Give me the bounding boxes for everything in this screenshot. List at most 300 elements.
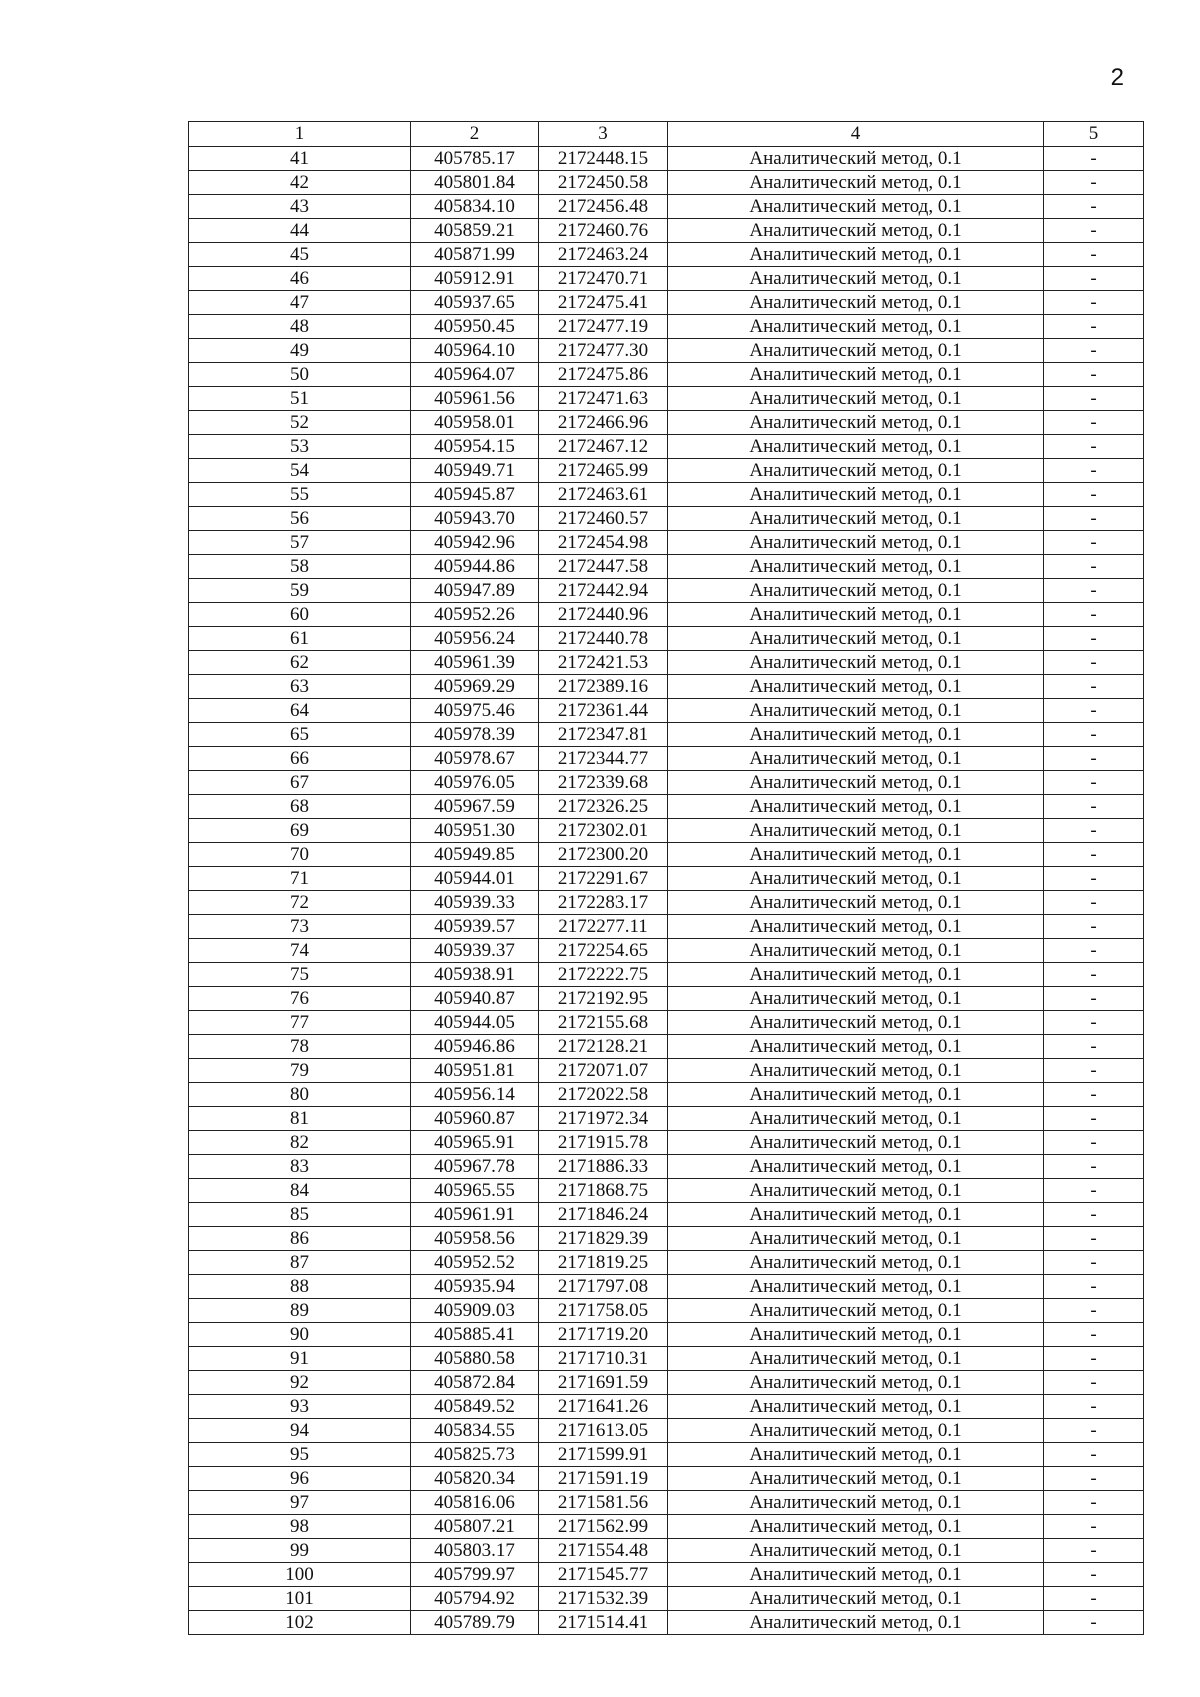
x-coordinate-cell: 405951.81 xyxy=(411,1059,539,1083)
x-coordinate-cell: 405964.07 xyxy=(411,363,539,387)
table-row xyxy=(189,723,1144,747)
table-row xyxy=(189,651,1144,675)
x-coordinate-cell: 405945.87 xyxy=(411,483,539,507)
x-coordinate-cell: 405978.39 xyxy=(411,723,539,747)
table-body xyxy=(189,147,1144,1635)
header-cell-1: 1 xyxy=(189,122,411,147)
method-cell: Аналитический метод, 0.1 xyxy=(668,795,1044,819)
point-number-cell: 60 xyxy=(189,603,411,627)
table-row xyxy=(189,147,1144,171)
note-cell: - xyxy=(1044,963,1144,987)
point-number-cell: 74 xyxy=(189,939,411,963)
method-cell: Аналитический метод, 0.1 xyxy=(668,267,1044,291)
coordinates-table xyxy=(188,121,1144,1635)
point-number-cell: 53 xyxy=(189,435,411,459)
table-row xyxy=(189,363,1144,387)
y-coordinate-cell: 2172450.58 xyxy=(539,171,668,195)
x-coordinate-cell: 405871.99 xyxy=(411,243,539,267)
y-coordinate-cell: 2172300.20 xyxy=(539,843,668,867)
x-coordinate-cell: 405816.06 xyxy=(411,1491,539,1515)
note-cell: - xyxy=(1044,1035,1144,1059)
method-cell: Аналитический метод, 0.1 xyxy=(668,315,1044,339)
point-number-cell: 70 xyxy=(189,843,411,867)
table-row xyxy=(189,1059,1144,1083)
y-coordinate-cell: 2172302.01 xyxy=(539,819,668,843)
note-cell: - xyxy=(1044,411,1144,435)
method-cell: Аналитический метод, 0.1 xyxy=(668,1611,1044,1635)
method-cell: Аналитический метод, 0.1 xyxy=(668,291,1044,315)
y-coordinate-cell: 2172448.15 xyxy=(539,147,668,171)
method-cell: Аналитический метод, 0.1 xyxy=(668,1443,1044,1467)
method-cell: Аналитический метод, 0.1 xyxy=(668,1035,1044,1059)
method-cell: Аналитический метод, 0.1 xyxy=(668,435,1044,459)
point-number-cell: 86 xyxy=(189,1227,411,1251)
note-cell: - xyxy=(1044,747,1144,771)
method-cell: Аналитический метод, 0.1 xyxy=(668,1539,1044,1563)
table-row xyxy=(189,1275,1144,1299)
header-row xyxy=(189,122,1144,147)
method-cell: Аналитический метод, 0.1 xyxy=(668,1083,1044,1107)
y-coordinate-cell: 2172291.67 xyxy=(539,867,668,891)
table-row xyxy=(189,627,1144,651)
method-cell: Аналитический метод, 0.1 xyxy=(668,1395,1044,1419)
table-row xyxy=(189,843,1144,867)
y-coordinate-cell: 2171545.77 xyxy=(539,1563,668,1587)
y-coordinate-cell: 2172456.48 xyxy=(539,195,668,219)
table-row xyxy=(189,243,1144,267)
table-row xyxy=(189,1371,1144,1395)
x-coordinate-cell: 405872.84 xyxy=(411,1371,539,1395)
note-cell: - xyxy=(1044,603,1144,627)
note-cell: - xyxy=(1044,1467,1144,1491)
x-coordinate-cell: 405964.10 xyxy=(411,339,539,363)
y-coordinate-cell: 2171846.24 xyxy=(539,1203,668,1227)
point-number-cell: 59 xyxy=(189,579,411,603)
table-row xyxy=(189,339,1144,363)
method-cell: Аналитический метод, 0.1 xyxy=(668,531,1044,555)
note-cell: - xyxy=(1044,363,1144,387)
y-coordinate-cell: 2172347.81 xyxy=(539,723,668,747)
x-coordinate-cell: 405969.29 xyxy=(411,675,539,699)
y-coordinate-cell: 2172277.11 xyxy=(539,915,668,939)
method-cell: Аналитический метод, 0.1 xyxy=(668,771,1044,795)
x-coordinate-cell: 405849.52 xyxy=(411,1395,539,1419)
method-cell: Аналитический метод, 0.1 xyxy=(668,1059,1044,1083)
note-cell: - xyxy=(1044,1515,1144,1539)
point-number-cell: 94 xyxy=(189,1419,411,1443)
method-cell: Аналитический метод, 0.1 xyxy=(668,171,1044,195)
method-cell: Аналитический метод, 0.1 xyxy=(668,819,1044,843)
table-row xyxy=(189,1011,1144,1035)
note-cell: - xyxy=(1044,339,1144,363)
x-coordinate-cell: 405946.86 xyxy=(411,1035,539,1059)
y-coordinate-cell: 2172475.86 xyxy=(539,363,668,387)
table-row xyxy=(189,531,1144,555)
method-cell: Аналитический метод, 0.1 xyxy=(668,1419,1044,1443)
x-coordinate-cell: 405803.17 xyxy=(411,1539,539,1563)
point-number-cell: 81 xyxy=(189,1107,411,1131)
method-cell: Аналитический метод, 0.1 xyxy=(668,243,1044,267)
method-cell: Аналитический метод, 0.1 xyxy=(668,459,1044,483)
x-coordinate-cell: 405885.41 xyxy=(411,1323,539,1347)
point-number-cell: 54 xyxy=(189,459,411,483)
x-coordinate-cell: 405975.46 xyxy=(411,699,539,723)
note-cell: - xyxy=(1044,483,1144,507)
x-coordinate-cell: 405935.94 xyxy=(411,1275,539,1299)
y-coordinate-cell: 2172477.30 xyxy=(539,339,668,363)
y-coordinate-cell: 2171591.19 xyxy=(539,1467,668,1491)
point-number-cell: 77 xyxy=(189,1011,411,1035)
point-number-cell: 98 xyxy=(189,1515,411,1539)
note-cell: - xyxy=(1044,819,1144,843)
x-coordinate-cell: 405807.21 xyxy=(411,1515,539,1539)
y-coordinate-cell: 2171797.08 xyxy=(539,1275,668,1299)
x-coordinate-cell: 405880.58 xyxy=(411,1347,539,1371)
note-cell: - xyxy=(1044,939,1144,963)
x-coordinate-cell: 405944.86 xyxy=(411,555,539,579)
note-cell: - xyxy=(1044,1443,1144,1467)
y-coordinate-cell: 2172475.41 xyxy=(539,291,668,315)
x-coordinate-cell: 405825.73 xyxy=(411,1443,539,1467)
point-number-cell: 75 xyxy=(189,963,411,987)
table-row xyxy=(189,915,1144,939)
y-coordinate-cell: 2172454.98 xyxy=(539,531,668,555)
table-row xyxy=(189,171,1144,195)
point-number-cell: 82 xyxy=(189,1131,411,1155)
note-cell: - xyxy=(1044,1299,1144,1323)
y-coordinate-cell: 2171691.59 xyxy=(539,1371,668,1395)
point-number-cell: 67 xyxy=(189,771,411,795)
point-number-cell: 63 xyxy=(189,675,411,699)
note-cell: - xyxy=(1044,1539,1144,1563)
table-row xyxy=(189,1155,1144,1179)
table-row xyxy=(189,1299,1144,1323)
y-coordinate-cell: 2171599.91 xyxy=(539,1443,668,1467)
table-row xyxy=(189,555,1144,579)
y-coordinate-cell: 2172155.68 xyxy=(539,1011,668,1035)
x-coordinate-cell: 405947.89 xyxy=(411,579,539,603)
y-coordinate-cell: 2171829.39 xyxy=(539,1227,668,1251)
point-number-cell: 91 xyxy=(189,1347,411,1371)
table-row xyxy=(189,1539,1144,1563)
method-cell: Аналитический метод, 0.1 xyxy=(668,195,1044,219)
method-cell: Аналитический метод, 0.1 xyxy=(668,1011,1044,1035)
table-row xyxy=(189,315,1144,339)
x-coordinate-cell: 405961.91 xyxy=(411,1203,539,1227)
table-row xyxy=(189,483,1144,507)
method-cell: Аналитический метод, 0.1 xyxy=(668,1515,1044,1539)
table-row xyxy=(189,1491,1144,1515)
x-coordinate-cell: 405939.37 xyxy=(411,939,539,963)
y-coordinate-cell: 2172283.17 xyxy=(539,891,668,915)
table-row xyxy=(189,579,1144,603)
x-coordinate-cell: 405949.71 xyxy=(411,459,539,483)
point-number-cell: 66 xyxy=(189,747,411,771)
note-cell: - xyxy=(1044,1155,1144,1179)
method-cell: Аналитический метод, 0.1 xyxy=(668,1299,1044,1323)
point-number-cell: 47 xyxy=(189,291,411,315)
method-cell: Аналитический метод, 0.1 xyxy=(668,555,1044,579)
point-number-cell: 90 xyxy=(189,1323,411,1347)
x-coordinate-cell: 405794.92 xyxy=(411,1587,539,1611)
table-row xyxy=(189,1035,1144,1059)
table-row xyxy=(189,1203,1144,1227)
table-row xyxy=(189,267,1144,291)
point-number-cell: 43 xyxy=(189,195,411,219)
note-cell: - xyxy=(1044,1611,1144,1635)
y-coordinate-cell: 2171641.26 xyxy=(539,1395,668,1419)
method-cell: Аналитический метод, 0.1 xyxy=(668,1371,1044,1395)
x-coordinate-cell: 405942.96 xyxy=(411,531,539,555)
note-cell: - xyxy=(1044,843,1144,867)
method-cell: Аналитический метод, 0.1 xyxy=(668,1107,1044,1131)
note-cell: - xyxy=(1044,435,1144,459)
method-cell: Аналитический метод, 0.1 xyxy=(668,1275,1044,1299)
x-coordinate-cell: 405954.15 xyxy=(411,435,539,459)
x-coordinate-cell: 405978.67 xyxy=(411,747,539,771)
method-cell: Аналитический метод, 0.1 xyxy=(668,579,1044,603)
note-cell: - xyxy=(1044,699,1144,723)
point-number-cell: 62 xyxy=(189,651,411,675)
table-row xyxy=(189,939,1144,963)
method-cell: Аналитический метод, 0.1 xyxy=(668,1587,1044,1611)
table-row xyxy=(189,1083,1144,1107)
note-cell: - xyxy=(1044,1419,1144,1443)
header-cell-3: 3 xyxy=(539,122,668,147)
y-coordinate-cell: 2171581.56 xyxy=(539,1491,668,1515)
header-cell-5: 5 xyxy=(1044,122,1144,147)
y-coordinate-cell: 2171758.05 xyxy=(539,1299,668,1323)
method-cell: Аналитический метод, 0.1 xyxy=(668,1227,1044,1251)
x-coordinate-cell: 405952.26 xyxy=(411,603,539,627)
table-row xyxy=(189,1611,1144,1635)
method-cell: Аналитический метод, 0.1 xyxy=(668,939,1044,963)
method-cell: Аналитический метод, 0.1 xyxy=(668,747,1044,771)
point-number-cell: 45 xyxy=(189,243,411,267)
point-number-cell: 79 xyxy=(189,1059,411,1083)
method-cell: Аналитический метод, 0.1 xyxy=(668,1131,1044,1155)
y-coordinate-cell: 2172447.58 xyxy=(539,555,668,579)
note-cell: - xyxy=(1044,891,1144,915)
y-coordinate-cell: 2172421.53 xyxy=(539,651,668,675)
x-coordinate-cell: 405859.21 xyxy=(411,219,539,243)
table-row xyxy=(189,699,1144,723)
note-cell: - xyxy=(1044,147,1144,171)
note-cell: - xyxy=(1044,915,1144,939)
x-coordinate-cell: 405944.05 xyxy=(411,1011,539,1035)
table-row xyxy=(189,603,1144,627)
note-cell: - xyxy=(1044,1107,1144,1131)
x-coordinate-cell: 405939.33 xyxy=(411,891,539,915)
x-coordinate-cell: 405949.85 xyxy=(411,843,539,867)
note-cell: - xyxy=(1044,1491,1144,1515)
x-coordinate-cell: 405912.91 xyxy=(411,267,539,291)
point-number-cell: 58 xyxy=(189,555,411,579)
table-row xyxy=(189,195,1144,219)
table-row xyxy=(189,507,1144,531)
point-number-cell: 92 xyxy=(189,1371,411,1395)
header-cell-2: 2 xyxy=(411,122,539,147)
x-coordinate-cell: 405950.45 xyxy=(411,315,539,339)
table-row xyxy=(189,1347,1144,1371)
y-coordinate-cell: 2171819.25 xyxy=(539,1251,668,1275)
table-row xyxy=(189,867,1144,891)
note-cell: - xyxy=(1044,771,1144,795)
y-coordinate-cell: 2171613.05 xyxy=(539,1419,668,1443)
note-cell: - xyxy=(1044,555,1144,579)
point-number-cell: 48 xyxy=(189,315,411,339)
y-coordinate-cell: 2172254.65 xyxy=(539,939,668,963)
x-coordinate-cell: 405956.24 xyxy=(411,627,539,651)
point-number-cell: 49 xyxy=(189,339,411,363)
method-cell: Аналитический метод, 0.1 xyxy=(668,867,1044,891)
point-number-cell: 87 xyxy=(189,1251,411,1275)
method-cell: Аналитический метод, 0.1 xyxy=(668,723,1044,747)
x-coordinate-cell: 405785.17 xyxy=(411,147,539,171)
x-coordinate-cell: 405909.03 xyxy=(411,1299,539,1323)
note-cell: - xyxy=(1044,1203,1144,1227)
table-row xyxy=(189,459,1144,483)
y-coordinate-cell: 2172460.76 xyxy=(539,219,668,243)
note-cell: - xyxy=(1044,1083,1144,1107)
note-cell: - xyxy=(1044,1395,1144,1419)
x-coordinate-cell: 405789.79 xyxy=(411,1611,539,1635)
method-cell: Аналитический метод, 0.1 xyxy=(668,483,1044,507)
method-cell: Аналитический метод, 0.1 xyxy=(668,507,1044,531)
method-cell: Аналитический метод, 0.1 xyxy=(668,411,1044,435)
x-coordinate-cell: 405958.56 xyxy=(411,1227,539,1251)
y-coordinate-cell: 2172460.57 xyxy=(539,507,668,531)
note-cell: - xyxy=(1044,987,1144,1011)
method-cell: Аналитический метод, 0.1 xyxy=(668,339,1044,363)
y-coordinate-cell: 2172128.21 xyxy=(539,1035,668,1059)
point-number-cell: 95 xyxy=(189,1443,411,1467)
table-row xyxy=(189,675,1144,699)
table-row xyxy=(189,771,1144,795)
page-number: 2 xyxy=(1110,64,1124,91)
point-number-cell: 99 xyxy=(189,1539,411,1563)
method-cell: Аналитический метод, 0.1 xyxy=(668,987,1044,1011)
point-number-cell: 42 xyxy=(189,171,411,195)
x-coordinate-cell: 405958.01 xyxy=(411,411,539,435)
y-coordinate-cell: 2172463.61 xyxy=(539,483,668,507)
method-cell: Аналитический метод, 0.1 xyxy=(668,1467,1044,1491)
y-coordinate-cell: 2171562.99 xyxy=(539,1515,668,1539)
point-number-cell: 84 xyxy=(189,1179,411,1203)
point-number-cell: 93 xyxy=(189,1395,411,1419)
x-coordinate-cell: 405834.55 xyxy=(411,1419,539,1443)
note-cell: - xyxy=(1044,219,1144,243)
y-coordinate-cell: 2172344.77 xyxy=(539,747,668,771)
y-coordinate-cell: 2171710.31 xyxy=(539,1347,668,1371)
note-cell: - xyxy=(1044,1371,1144,1395)
y-coordinate-cell: 2172440.96 xyxy=(539,603,668,627)
table-row xyxy=(189,1107,1144,1131)
x-coordinate-cell: 405965.91 xyxy=(411,1131,539,1155)
point-number-cell: 72 xyxy=(189,891,411,915)
point-number-cell: 85 xyxy=(189,1203,411,1227)
point-number-cell: 65 xyxy=(189,723,411,747)
note-cell: - xyxy=(1044,1587,1144,1611)
y-coordinate-cell: 2171915.78 xyxy=(539,1131,668,1155)
x-coordinate-cell: 405961.39 xyxy=(411,651,539,675)
x-coordinate-cell: 405834.10 xyxy=(411,195,539,219)
note-cell: - xyxy=(1044,171,1144,195)
x-coordinate-cell: 405967.59 xyxy=(411,795,539,819)
y-coordinate-cell: 2172467.12 xyxy=(539,435,668,459)
point-number-cell: 71 xyxy=(189,867,411,891)
note-cell: - xyxy=(1044,1131,1144,1155)
table-header xyxy=(189,122,1144,147)
method-cell: Аналитический метод, 0.1 xyxy=(668,1491,1044,1515)
table-row xyxy=(189,1515,1144,1539)
point-number-cell: 57 xyxy=(189,531,411,555)
note-cell: - xyxy=(1044,795,1144,819)
x-coordinate-cell: 405961.56 xyxy=(411,387,539,411)
note-cell: - xyxy=(1044,651,1144,675)
header-cell-4: 4 xyxy=(668,122,1044,147)
y-coordinate-cell: 2171719.20 xyxy=(539,1323,668,1347)
method-cell: Аналитический метод, 0.1 xyxy=(668,1251,1044,1275)
y-coordinate-cell: 2171532.39 xyxy=(539,1587,668,1611)
y-coordinate-cell: 2172222.75 xyxy=(539,963,668,987)
note-cell: - xyxy=(1044,1323,1144,1347)
y-coordinate-cell: 2171554.48 xyxy=(539,1539,668,1563)
x-coordinate-cell: 405976.05 xyxy=(411,771,539,795)
table-row xyxy=(189,1323,1144,1347)
y-coordinate-cell: 2171972.34 xyxy=(539,1107,668,1131)
method-cell: Аналитический метод, 0.1 xyxy=(668,891,1044,915)
note-cell: - xyxy=(1044,867,1144,891)
point-number-cell: 97 xyxy=(189,1491,411,1515)
x-coordinate-cell: 405939.57 xyxy=(411,915,539,939)
method-cell: Аналитический метод, 0.1 xyxy=(668,843,1044,867)
x-coordinate-cell: 405801.84 xyxy=(411,171,539,195)
note-cell: - xyxy=(1044,243,1144,267)
y-coordinate-cell: 2172071.07 xyxy=(539,1059,668,1083)
y-coordinate-cell: 2171868.75 xyxy=(539,1179,668,1203)
point-number-cell: 41 xyxy=(189,147,411,171)
point-number-cell: 83 xyxy=(189,1155,411,1179)
table-row xyxy=(189,1467,1144,1491)
table-row xyxy=(189,1179,1144,1203)
table-row xyxy=(189,411,1144,435)
x-coordinate-cell: 405956.14 xyxy=(411,1083,539,1107)
note-cell: - xyxy=(1044,1059,1144,1083)
x-coordinate-cell: 405799.97 xyxy=(411,1563,539,1587)
point-number-cell: 68 xyxy=(189,795,411,819)
table-row xyxy=(189,291,1144,315)
point-number-cell: 100 xyxy=(189,1563,411,1587)
y-coordinate-cell: 2172022.58 xyxy=(539,1083,668,1107)
note-cell: - xyxy=(1044,627,1144,651)
x-coordinate-cell: 405943.70 xyxy=(411,507,539,531)
method-cell: Аналитический метод, 0.1 xyxy=(668,363,1044,387)
y-coordinate-cell: 2171886.33 xyxy=(539,1155,668,1179)
y-coordinate-cell: 2172389.16 xyxy=(539,675,668,699)
method-cell: Аналитический метод, 0.1 xyxy=(668,603,1044,627)
table-row xyxy=(189,795,1144,819)
note-cell: - xyxy=(1044,723,1144,747)
point-number-cell: 89 xyxy=(189,1299,411,1323)
table-row xyxy=(189,1587,1144,1611)
y-coordinate-cell: 2172470.71 xyxy=(539,267,668,291)
x-coordinate-cell: 405938.91 xyxy=(411,963,539,987)
table-row xyxy=(189,1131,1144,1155)
y-coordinate-cell: 2172339.68 xyxy=(539,771,668,795)
y-coordinate-cell: 2172466.96 xyxy=(539,411,668,435)
point-number-cell: 73 xyxy=(189,915,411,939)
